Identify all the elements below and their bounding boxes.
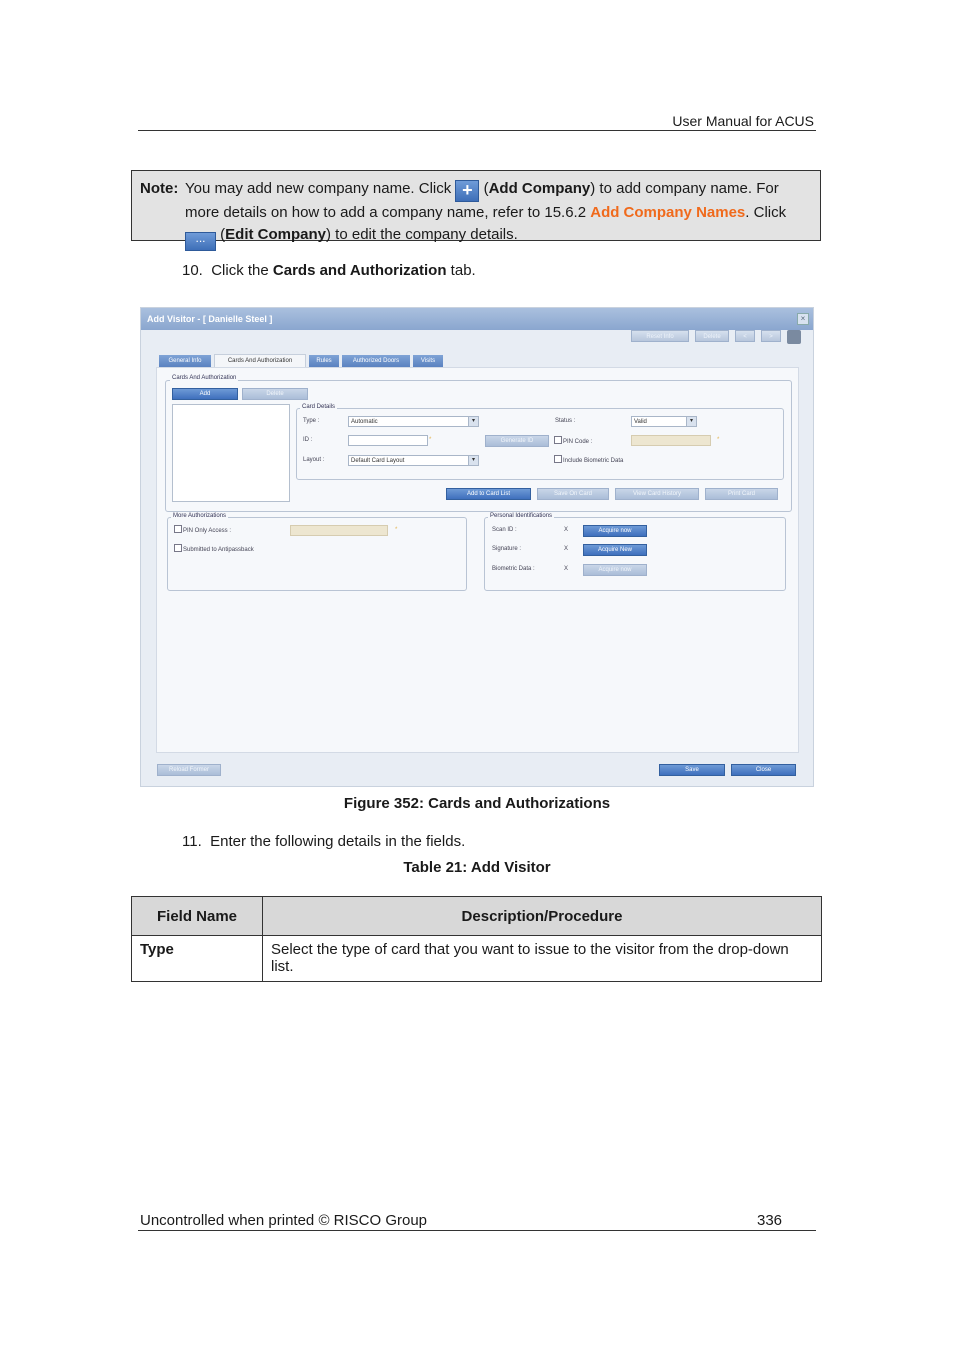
step-10: 10. Click the Cards and Authorization tab. — [182, 262, 476, 279]
add-company-names-link[interactable]: Add Company Names — [590, 204, 746, 221]
scan-id-status: X — [564, 527, 569, 533]
footer-copyright: Uncontrolled when printed © RISCO Group — [140, 1212, 428, 1229]
signature-label: Signature : — [492, 546, 522, 552]
step-11: 11. Enter the following details in the fields. — [182, 833, 466, 850]
save-button[interactable]: Save — [659, 764, 725, 776]
required-icon: * — [395, 527, 398, 533]
header-rule — [138, 130, 816, 131]
tab-authorized-doors[interactable]: Authorized Doors — [342, 355, 410, 367]
cards-group-legend: Cards And Authorization — [172, 375, 237, 381]
prev-button[interactable]: < — [735, 330, 755, 342]
add-visitor-screenshot — [140, 307, 814, 787]
pin-only-checkbox[interactable]: PIN Only Access : — [174, 525, 231, 534]
layout-label: Layout : — [303, 457, 325, 463]
status-select[interactable]: Valid ▾ — [631, 416, 697, 427]
reset-info-button[interactable]: Reset Info — [631, 330, 689, 342]
figure-caption: Figure 352: Cards and Authorizations — [343, 795, 611, 812]
close-icon[interactable]: × — [797, 313, 809, 325]
personal-identifications-legend: Personal Identifications — [490, 513, 553, 519]
signature-status: X — [564, 546, 569, 552]
note-body: You may add new company name. Click + (Add Company) to add company name. For more details on how to add a company name, refer to 15.6.2 Add Company Names. Click ... (Edit Company) to edit the company details. — [185, 178, 815, 251]
table-row — [132, 936, 822, 982]
chevron-down-icon: ▾ — [686, 417, 696, 426]
include-biometric-checkbox[interactable]: Include Biometric Data — [554, 455, 623, 464]
print-card-button[interactable]: Print Card — [705, 488, 778, 500]
running-header: User Manual for ACUS — [672, 113, 814, 129]
next-button[interactable]: > — [761, 330, 781, 342]
tab-general-info[interactable]: General Info — [159, 355, 211, 367]
type-select[interactable]: Automatic ▾ — [348, 416, 479, 427]
tab-cards-and-authorization[interactable]: Cards And Authorization — [214, 354, 306, 368]
add-company-term: Add Company — [488, 180, 591, 197]
chevron-down-icon: ▾ — [468, 417, 478, 426]
printer-icon[interactable] — [787, 330, 801, 344]
table-caption: Table 21: Add Visitor — [403, 859, 551, 876]
acquire-signature-button[interactable]: Acquire New — [583, 544, 647, 556]
field-name-cell: Type — [132, 936, 263, 982]
card-list[interactable] — [172, 404, 290, 502]
plus-icon: + — [455, 180, 479, 202]
window-title: Add Visitor - [ Danielle Steel ] — [141, 308, 813, 330]
more-authorizations-legend: More Authorizations — [173, 513, 227, 519]
card-details-legend: Card Details — [302, 404, 336, 410]
delete-card-button[interactable]: Delete — [242, 388, 308, 400]
biometric-label: Biometric Data : — [492, 566, 535, 572]
antipassback-checkbox[interactable]: Submitted to Antipassback — [174, 544, 254, 553]
checkbox-icon — [174, 525, 182, 533]
pin-only-input[interactable] — [290, 525, 388, 536]
generate-id-button[interactable]: Generate ID — [485, 435, 549, 447]
edit-company-term: Edit Company — [225, 225, 327, 243]
save-on-card-button[interactable]: Save On Card — [537, 488, 609, 500]
reload-former-button[interactable]: Reload Former — [157, 764, 221, 776]
status-label: Status : — [555, 418, 576, 424]
description-cell: Select the type of card that you want to issue to the visitor from the drop-down list. — [263, 936, 822, 982]
layout-select[interactable]: Default Card Layout ▾ — [348, 455, 479, 466]
checkbox-icon — [554, 436, 562, 444]
pin-code-checkbox[interactable]: PIN Code : — [554, 436, 592, 445]
tab-rules[interactable]: Rules — [309, 355, 339, 367]
add-visitor-table — [131, 896, 822, 982]
table-header-row — [132, 897, 822, 936]
delete-visitor-button[interactable]: Delete — [695, 330, 729, 342]
pin-code-input[interactable] — [631, 435, 711, 446]
footer-rule — [138, 1230, 816, 1231]
page-number: 336 — [757, 1212, 783, 1229]
id-input[interactable] — [348, 435, 428, 446]
required-icon: * — [717, 437, 720, 443]
checkbox-icon — [554, 455, 562, 463]
biometric-status: X — [564, 566, 569, 572]
acquire-biometric-button[interactable]: Acquire now — [583, 564, 647, 576]
type-label: Type : — [303, 418, 320, 424]
id-label: ID : — [303, 437, 313, 443]
required-icon: * — [429, 437, 432, 443]
scan-id-label: Scan ID : — [492, 527, 517, 533]
add-card-button[interactable]: Add — [172, 388, 238, 400]
view-card-history-button[interactable]: View Card History — [615, 488, 699, 500]
acquire-scan-id-button[interactable]: Acquire now — [583, 525, 647, 537]
checkbox-icon — [174, 544, 182, 552]
column-header-description: Description/Procedure — [263, 897, 822, 936]
column-header-field-name: Field Name — [132, 897, 263, 936]
tab-visits[interactable]: Visits — [413, 355, 443, 367]
ellipsis-icon: ... — [185, 232, 216, 251]
add-to-card-list-button[interactable]: Add to Card List — [446, 488, 531, 500]
chevron-down-icon: ▾ — [468, 456, 478, 465]
note-box — [131, 170, 821, 245]
note-label: Note: — [140, 180, 179, 197]
close-button[interactable]: Close — [731, 764, 796, 776]
